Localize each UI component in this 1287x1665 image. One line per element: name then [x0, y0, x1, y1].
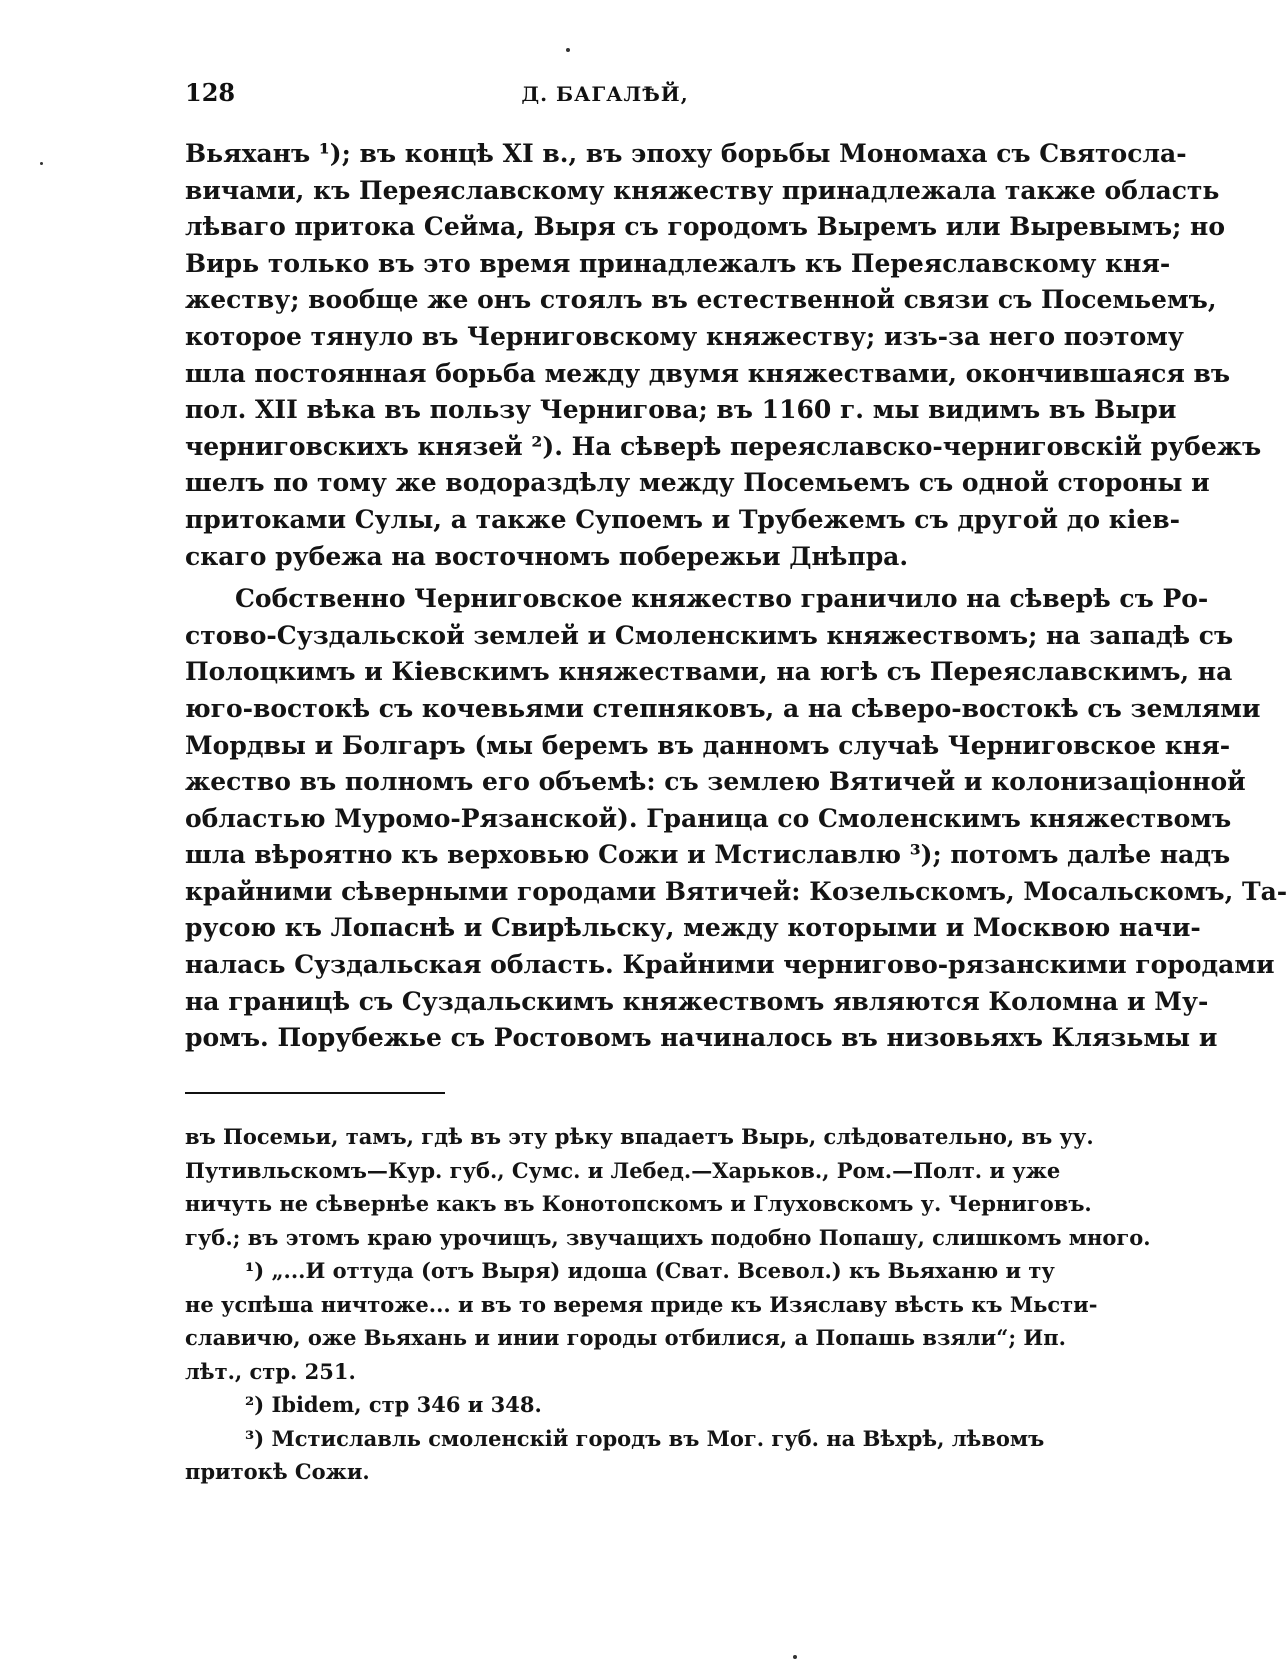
speck-mark	[40, 162, 43, 165]
footnote-line: въ Посемьи, тамъ, гдѣ въ эту рѣку впадаетъ Вырь, слѣдовательно, въ уу.	[185, 1124, 1094, 1149]
text-line: шла вѣроятно къ верховью Сожи и Мстиславлю ³); потомъ далѣе надъ	[185, 840, 1231, 870]
text-line: притоками Сулы, а также Супоемъ и Трубежемъ съ другой до кіев-	[185, 504, 1180, 534]
speck-mark	[566, 48, 570, 52]
page-number: 128	[185, 78, 236, 107]
text-line: скаго рубежа на восточномъ побережьи Днѣпра.	[185, 541, 909, 571]
footnote-line: славичю, оже Вьяхань и инии городы отбилися, а Попашь взяли“; Ип.	[185, 1325, 1066, 1350]
footnote-line: ничуть не сѣвернѣе какъ въ Конотопскомъ и Глуховскомъ у. Черниговъ.	[185, 1191, 1092, 1216]
main-text	[185, 136, 1287, 1057]
footnote-line: лѣт., стр. 251.	[185, 1358, 356, 1384]
footnotes	[185, 1120, 1151, 1489]
footnote-line: ¹) „...И оттуда (отъ Выря) идоша (Сват. Всевол.) къ Вьяханю и ту	[245, 1258, 1055, 1283]
text-line: юго-востокѣ съ кочевьями степняковъ, а на сѣверо-востокѣ съ землями	[185, 693, 1261, 723]
text-line: лѣваго притока Сейма, Выря съ городомъ Выремъ или Выревымъ; но	[185, 212, 1226, 242]
paragraph-2	[185, 581, 1287, 1057]
page-header	[185, 78, 1025, 118]
text-line: стово-Суздальской землей и Смоленскимъ княжествомъ; на западѣ съ	[185, 620, 1234, 650]
text-line: на границѣ съ Суздальскимъ княжествомъ являются Коломна и Му-	[185, 986, 1209, 1016]
footnote-continuation	[185, 1120, 1151, 1254]
text-line: русою къ Лопаснѣ и Свирѣльску, между которыми и Москвою начи-	[185, 913, 1201, 943]
text-line: черниговскихъ князей ²). На сѣверѣ переяславско-черниговскій рубежъ	[185, 431, 1262, 461]
text-line: которое тянуло въ Черниговскому княжеству; изъ-за него поэтому	[185, 321, 1184, 351]
text-line: налась Суздальская область. Крайними черниговo-рязанскими городами	[185, 950, 1275, 980]
text-line: ромъ. Порубежье съ Ростовомъ начиналось въ низовьяхъ Клязьмы и	[185, 1023, 1218, 1053]
text-line: Вьяханъ ¹); въ концѣ XI в., въ эпоху борьбы Мономаха съ Святосла-	[185, 139, 1187, 168]
paragraph-1	[185, 136, 1262, 575]
text-line: шелъ по тому же водораздѣлу между Посемьемъ съ одной стороны и	[185, 468, 1210, 498]
text-line: Мордвы и Болгаръ (мы беремъ въ данномъ случаѣ Черниговское кня-	[185, 730, 1231, 760]
text-line: жество въ полномъ его объемѣ: съ землею Вятичей и колонизаціонной	[185, 767, 1246, 797]
text-line: Собственно Черниговское княжество граничило на сѣверѣ съ Ро-	[235, 584, 1209, 614]
footnote-divider	[185, 1092, 445, 1094]
running-title: Д. БАГАЛѢЙ,	[521, 82, 689, 106]
text-line: жеству; вообще же онъ стоялъ въ естественной связи съ Посемьемъ,	[185, 285, 1217, 315]
text-line: Полоцкимъ и Кіевскимъ княжествами, на югѣ съ Переяславскимъ, на	[185, 657, 1233, 687]
text-line: пол. XII вѣка въ пользу Чернигова; въ 1160 г. мы видимъ въ Выри	[185, 395, 1177, 425]
footnote-line: ³) Мстиславль смоленскій городъ въ Мог. губ. на Вѣхрѣ, лѣвомъ	[245, 1425, 1045, 1451]
footnote-line: ²) Ibidem, стр 346 и 348.	[245, 1392, 542, 1417]
text-line: вичами, къ Переяславскому княжеству принадлежала также область	[185, 175, 1220, 205]
text-line: областью Муромо-Рязанской). Граница со Смоленскимъ княжествомъ	[185, 803, 1232, 833]
text-line: шла постоянная борьба между двумя княжествами, окончившаяся въ	[185, 358, 1231, 388]
text-line: крайними сѣверными городами Вятичей: Козельскомъ, Мосальскомъ, Та-	[185, 876, 1287, 906]
speck-mark	[793, 1655, 797, 1659]
footnote-line: притокѣ Сожи.	[185, 1459, 370, 1484]
footnote-1	[185, 1254, 1098, 1388]
footnote-line: Путивльскомъ—Кур. губ., Сумс. и Лебед.—Харьков., Ром.—Полт. и уже	[185, 1157, 1061, 1183]
footnote-2	[185, 1388, 1025, 1422]
footnote-line: губ.; въ этомъ краю урочищъ, звучащихъ подобно Попашу, слишкомъ много.	[185, 1224, 1151, 1250]
footnote-line: не успѣша ничтоже... и въ то веремя приде къ Изяславу вѣсть къ Мьсти-	[185, 1291, 1098, 1317]
text-line: Вирь только въ это время принадлежалъ къ Переяславскому кня-	[185, 248, 1171, 278]
footnote-3	[185, 1422, 1045, 1489]
